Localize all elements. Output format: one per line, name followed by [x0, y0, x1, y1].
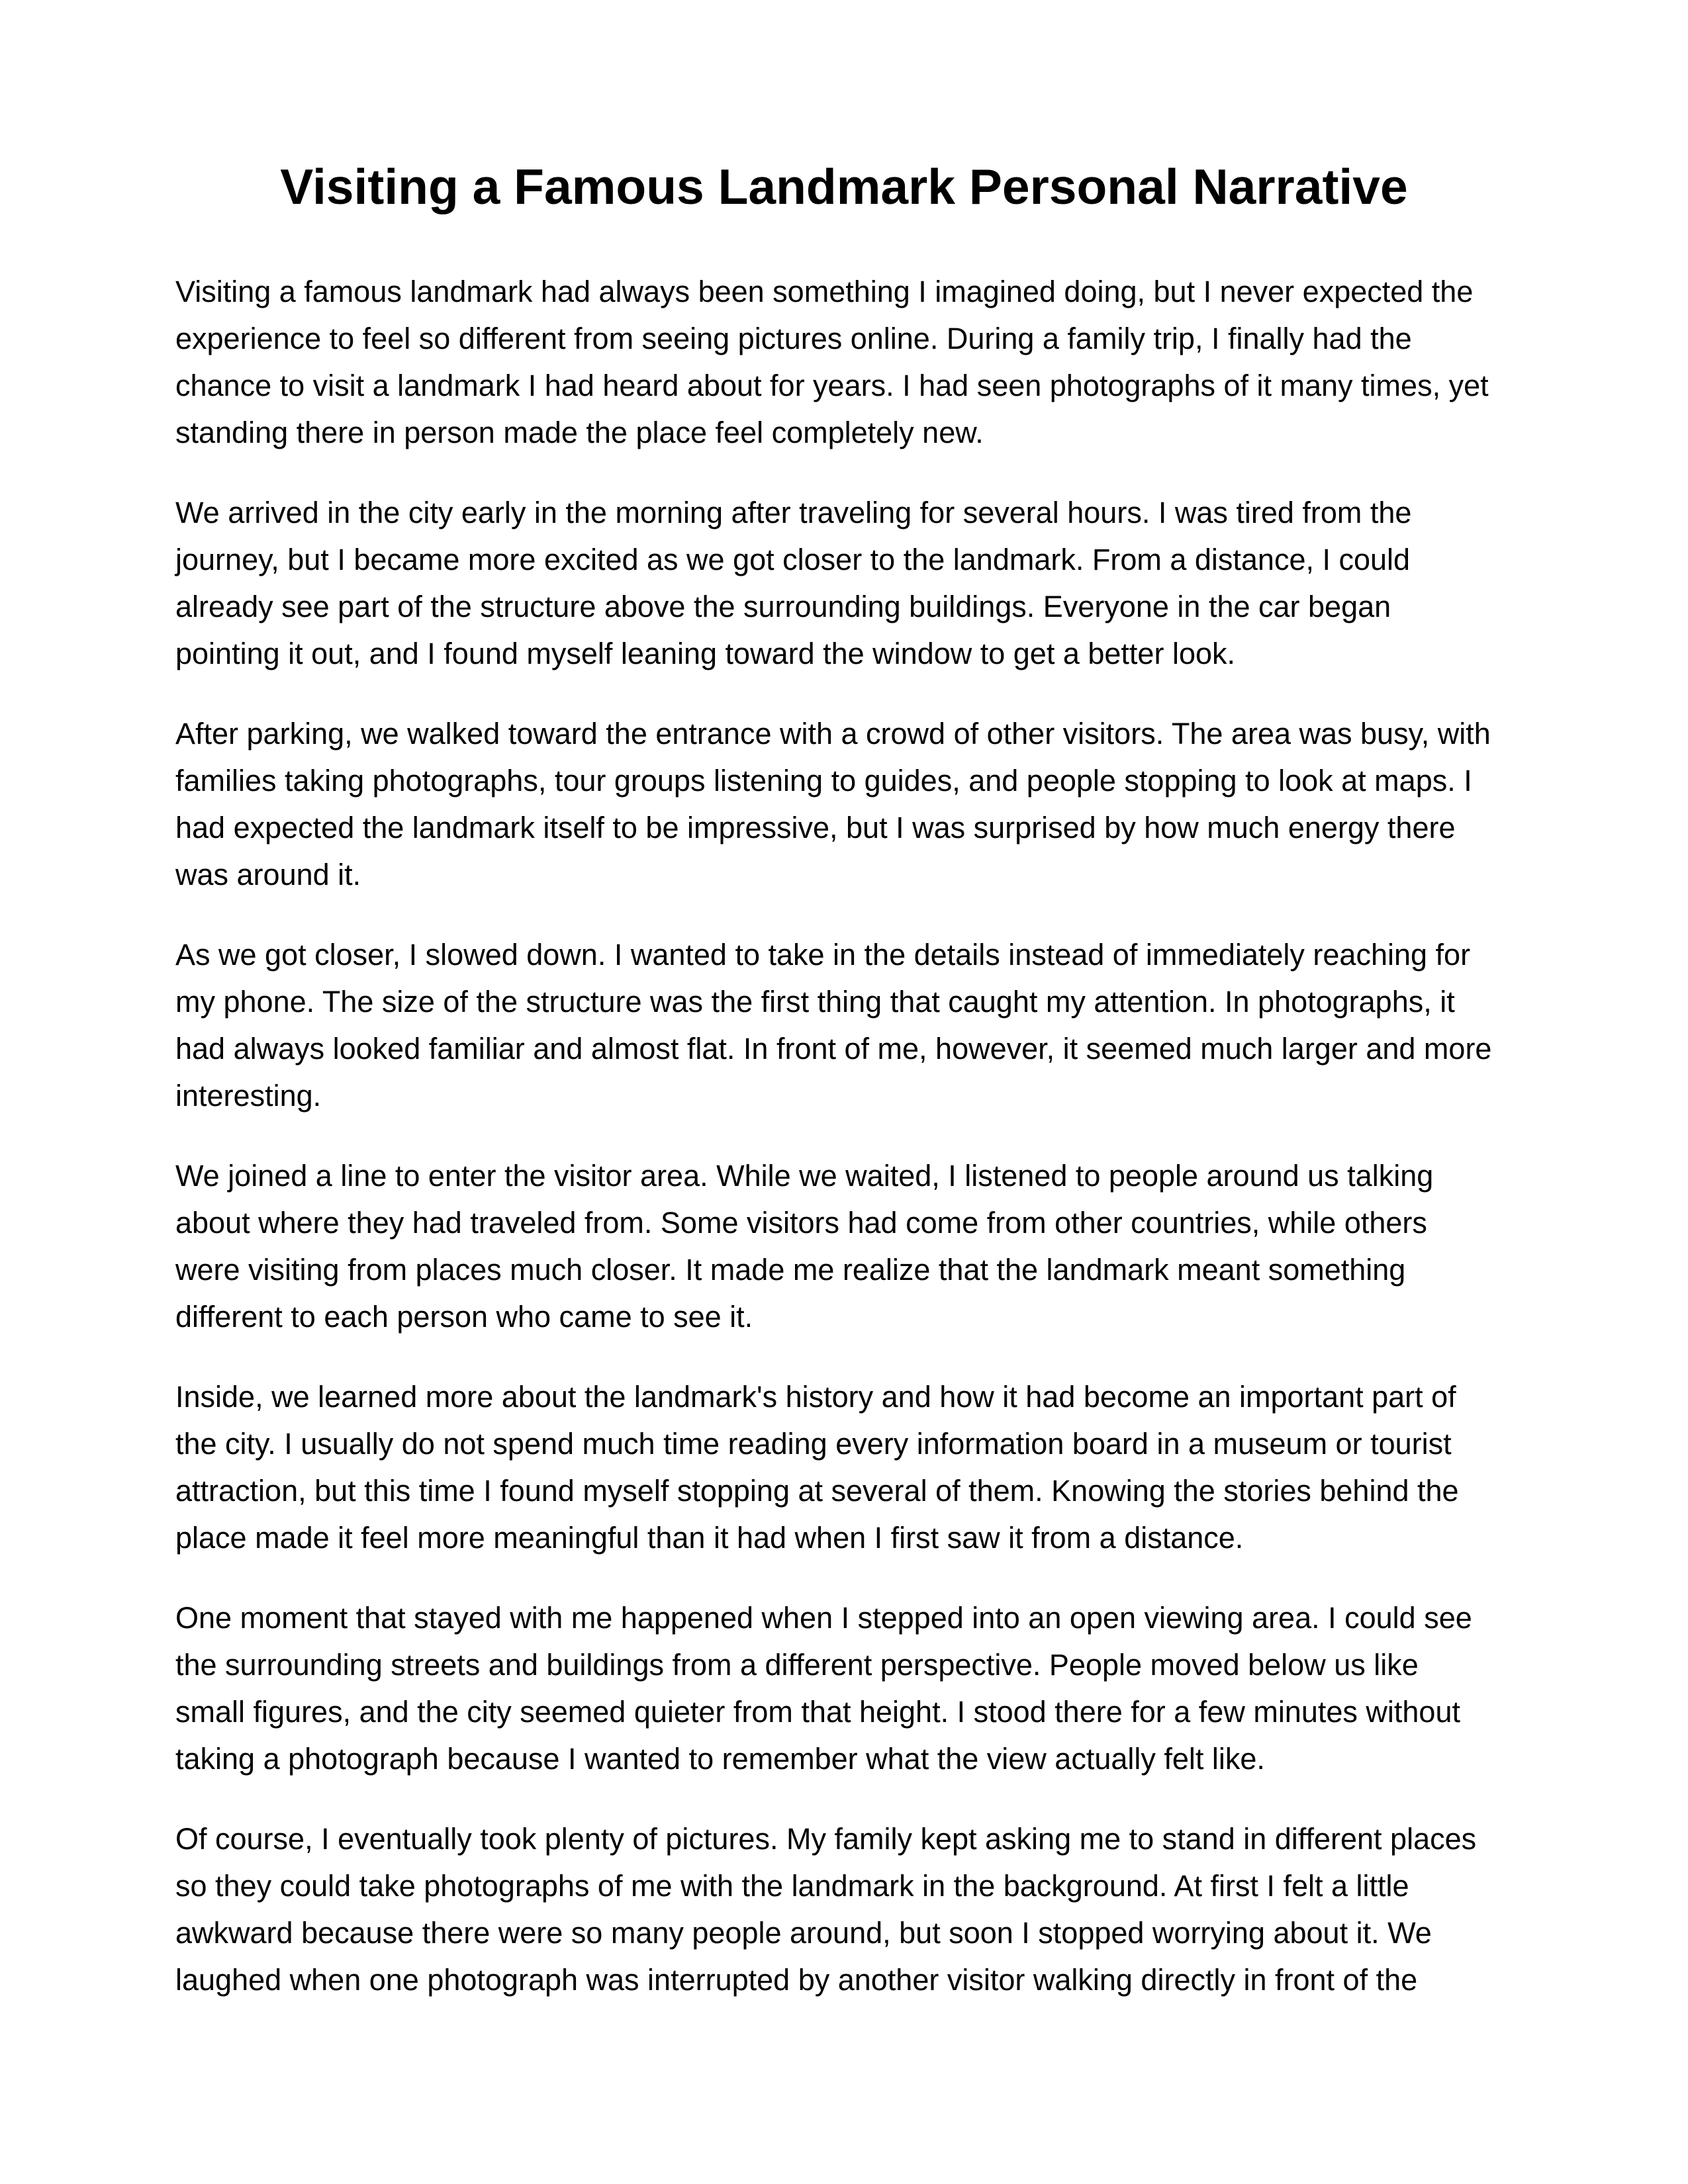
- paragraph-7: One moment that stayed with me happened when I stepped into an open viewing area. I could see the surrounding streets and buildings from a different perspective. People moved below us like small figures, and the city seemed quieter from that height. I stood there for a few minutes without taking a photograph because I wanted to remember what the view actually felt like.: [175, 1601, 1472, 1776]
- paragraph-2: We arrived in the city early in the morning after traveling for several hours. I was tired from the journey, but I became more excited as we got closer to the landmark. From a distance, I could already see part of the structure above the surrounding buildings. Everyone in the car began pointing it out, and I found myself leaning toward the window to get a better look.: [175, 496, 1412, 670]
- paragraph-6: Inside, we learned more about the landmark's history and how it had become an important part of the city. I usually do not spend much time reading every information board in a museum or tourist attraction, but this time I found myself stopping at several of them. Knowing the stories behind the place made it feel more meaningful than it had when I first saw it from a distance.: [175, 1380, 1459, 1555]
- paragraph-1: Visiting a famous landmark had always been something I imagined doing, but I never expected the experience to feel so different from seeing pictures online. During a family trip, I finally had the chance to visit a landmark I had heard about for years. I had seen photographs of it many times, yet standing there in person made the place feel completely new.: [175, 275, 1489, 449]
- paragraph-4: As we got closer, I slowed down. I wanted to take in the details instead of immediately reaching for my phone. The size of the structure was the first thing that caught my attention. In photographs, it had always looked familiar and almost flat. In front of me, however, it seemed much larger and more interesting.: [175, 938, 1492, 1113]
- paragraph-8: Of course, I eventually took plenty of pictures. My family kept asking me to stand in different places so they could take photographs of me with the landmark in the background. At first I felt a little awkward because there were so many people around, but soon I stopped worrying about it. We laughed when one photograph was interrupted by another visitor walking directly in front of the: [175, 1822, 1477, 1997]
- paragraph-5: We joined a line to enter the visitor area. While we waited, I listened to people around us talking about where they had traveled from. Some visitors had come from other countries, while others were visiting from places much closer. It made me realize that the landmark meant something different to each person who came to see it.: [175, 1159, 1434, 1334]
- document-title: Visiting a Famous Landmark Personal Narrative: [280, 159, 1408, 214]
- document-body: [175, 268, 1526, 2036]
- paragraph-3: After parking, we walked toward the entrance with a crowd of other visitors. The area was busy, with families taking photographs, tour groups listening to guides, and people stopping to look at maps. I had expected the landmark itself to be impressive, but I was surprised by how much energy there was around it.: [175, 717, 1491, 891]
